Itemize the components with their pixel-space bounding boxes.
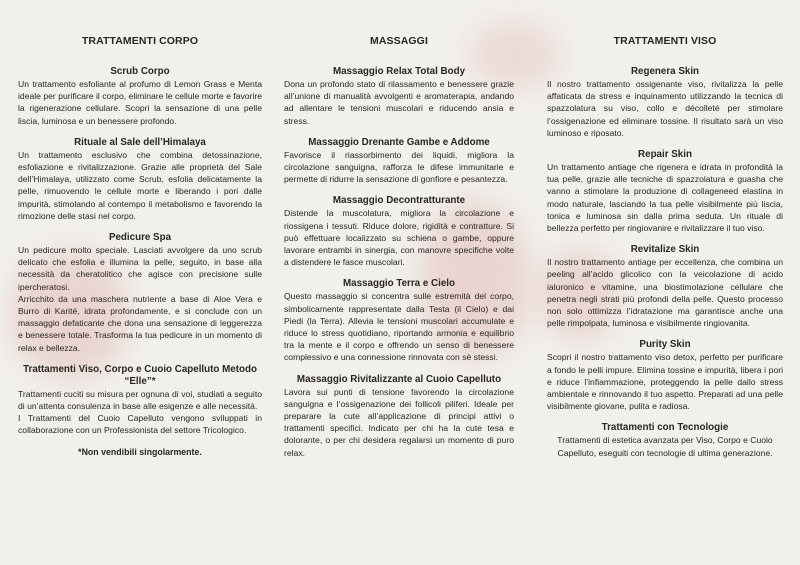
treatment-description: Un pedicure molto speciale. Lasciati avvolgere da uno scrub delicato che esfolia e illumina la pelle, seguito, in base alla necessità da cheratolitico che agisce con precisione sulle ipercheratosi. (18, 245, 262, 292)
treatment-section (547, 244, 783, 329)
column-massaggi (284, 35, 514, 469)
column-title: TRATTAMENTI VISO (613, 35, 717, 47)
treatment-description: Un trattamento esclusivo che combina detossinazione, esfoliazione e rivitalizzazione. Grazie alle proprietà del Sale dell’Himalaya, utilizzato come Scrub, esfolia delicatamente la pelle, rimuovendo le cellule morte e liberando i pori dalle impurità, stimolando al contempo il metabolismo e favorendo la rimozione delle stasi nel corpo. (18, 149, 262, 221)
treatment-heading: Trattamenti Viso, Corpo e Cuoio Capelluto Metodo “Elle”* (23, 363, 257, 387)
column-title: MASSAGGI (370, 35, 428, 47)
treatment-heading: Revitalize Skin (630, 244, 700, 256)
treatment-description: Distende la muscolatura, migliora la circolazione e riossigena i tessuti. Riduce dolore, rigidità e contratture. Si può effettuare localizzato su schiena o gambe, oppure lavorare entrambi in sinergia, con manovre specifiche volte a distendere le fasce muscolari. (284, 208, 514, 268)
column-trattamenti-corpo (18, 35, 262, 457)
treatment-heading: Repair Skin (638, 149, 692, 161)
treatment-description: Trattamenti cuciti su misura per ognuna di voi, studiati a seguito di un’attenta consulenza in base alle esigenze e alle necessità. (18, 388, 262, 412)
treatment-heading: Purity Skin (639, 339, 691, 351)
treatment-description: Un trattamento antiage che rigenera e idrata in profondità la tua pelle, grazie alle tecniche di spazzolatura e guasha che vanno a stimolare la produzione di collageneed elastina in modo naturale, lasciando la tua pelle visibilmente più liscia, tonica e luminosa sin dalla prima seduta. Un rituale di bellezza perfetto per ringiovanire e rivitalizzare il tuo viso. (547, 162, 783, 234)
treatment-section (284, 137, 514, 186)
treatment-heading: Massaggio Drenante Gambe e Addome (308, 136, 490, 148)
treatment-heading: Rituale al Sale dell’Himalaya (74, 136, 206, 148)
treatment-description: Trattamenti di estetica avanzata per Viso, Corpo e Cuoio Capelluto, eseguiti con tecnologie di ultima generazione. (557, 435, 773, 458)
treatment-description: Arricchito da una maschera nutriente a base di Aloe Vera e Burro di Karité, idrata profondamente, e si conclude con un massaggio defaticante che dona una sensazione di leggerezza e benessere totale. Trasforma la tua pedicure in un momento di relax e bellezza. (18, 293, 262, 353)
treatment-description: Favorisce il riassorbimento dei liquidi, migliora la circolazione sanguigna, rafforza le difese immunitarie e permette di ridurre la sensazione di gonfiore e pesantezza. (284, 149, 514, 185)
treatment-section (18, 137, 262, 222)
treatment-heading: Pedicure Spa (108, 232, 172, 244)
treatment-heading: Massaggio Terra e Cielo (343, 278, 455, 290)
treatment-section (547, 422, 783, 458)
treatment-heading: Massaggio Rivitalizzante al Cuoio Capelluto (296, 373, 502, 385)
treatment-heading: Massaggio Decontratturante (332, 195, 466, 207)
treatment-heading: Regenera Skin (630, 66, 700, 77)
footnote: *Non vendibili singolarmente. (78, 446, 202, 457)
treatment-description: Questo massaggio si concentra sulle estremità del corpo, simbolicamente rappresentate dalla Testa (il Cielo) e dai Piedi (la Terra). Allevia le tensioni muscolari accumulate e riduce lo stress quotidiano, riportando armonia e equilibrio tra la mente e il corpo e offrendo un senso di benessere complessivo e una connessione rinnovata con sè stessi. (284, 291, 514, 363)
treatment-section (284, 195, 514, 268)
treatment-section (18, 66, 262, 127)
treatment-heading: Scrub Corpo (110, 66, 170, 77)
column-title: TRATTAMENTI CORPO (81, 35, 199, 47)
treatment-section (284, 374, 514, 459)
treatment-section (547, 339, 783, 412)
treatment-description: Scopri il nostro trattamento viso detox, perfetto per purificare a fondo le pelli impure. Elimina tossine e impurità, libera i pori e riduce l’infiammazione, proteggendo la pelle dallo stress ambientale e rinnovando il tuo aspetto. Preparati ad una pelle visibilmente giovane, pulita e radiosa. (547, 352, 783, 412)
column-trattamenti-viso (547, 35, 783, 469)
treatment-description: Dona un profondo stato di rilassamento e benessere grazie all’unione di manualità avvolgenti e aromaterapia, andando ad allentare le tensioni muscolari e riducendo ansia e stress. (284, 79, 514, 126)
treatment-description: Il nostro trattamento antiage per eccellenza, che combina un peeling all’acido glicolico con la veicolazione di acido ialuronico e vitamine, una biostimolazione cellulare che penetra negli strati più profondi della pelle. Questo processo non solo ottimizza l’idratazione ma garantisce anche una pelle rimpolpata, luminosa e visibilmente ringiovanita. (547, 257, 783, 329)
treatment-section (284, 278, 514, 363)
treatment-section (18, 232, 262, 354)
treatment-section (547, 149, 783, 234)
treatment-heading: Massaggio Relax Total Body (332, 66, 466, 77)
treatment-heading: Trattamenti con Tecnologie (601, 422, 729, 434)
treatment-section (18, 364, 262, 437)
treatment-description: Lavora sui punti di tensione favorendo la circolazione sanguigna e l’ossigenazione dei follicoli piliferi. Ideale per preparare la cute all’applicazione di principi attivi o trattamenti specifici. Indicato per chi ha la cute tesa e dolorante, o per chi desidera regalarsi un momento di puro relax. (284, 386, 514, 458)
treatment-section (284, 66, 514, 127)
treatment-description: Un trattamento esfoliante al profumo di Lemon Grass e Menta ideale per purificare il corpo, eliminare le cellule morte e favorire la rigenerazione cellulare. Scopri la sensazione di una pelle liscia, luminosa e un benessere profondo. (18, 79, 262, 126)
treatment-description: I Trattamenti del Cuoio Capelluto vengono sviluppati in collaborazione con un Professionista del settore Tricologico. (18, 413, 262, 436)
treatment-description: Il nostro trattamento ossigenante viso, rivitalizza la pelle affaticata da stress e inquinamento utilizzando la tecnica di spazzolatura su viso, collo e décolleté per stimolare l’ossigenazione ed eliminare tossine. Il risultato sarà un viso luminoso e riposato. (547, 79, 783, 138)
treatment-section (547, 66, 783, 139)
